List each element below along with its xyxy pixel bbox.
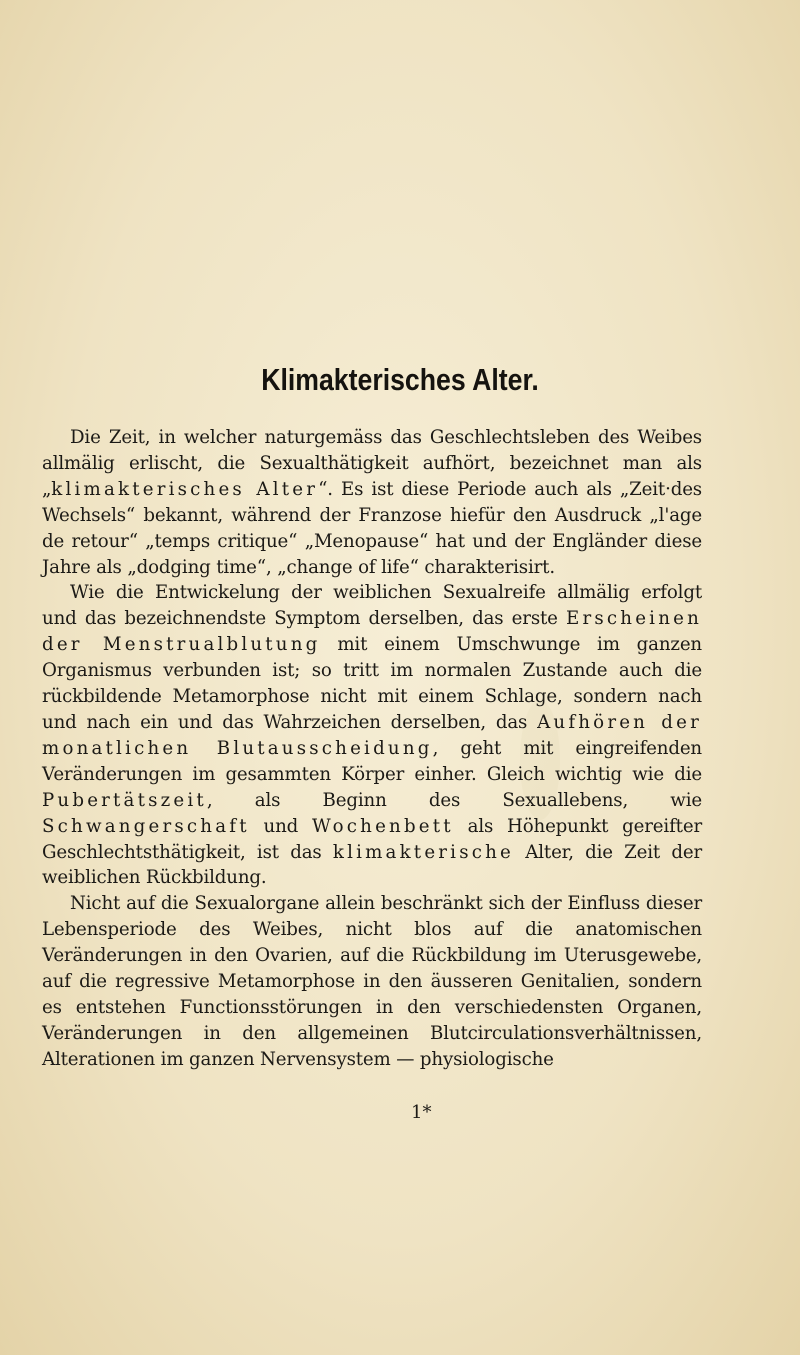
text-run: Alter, die Zeit der weiblichen Rückbildung. — [42, 841, 702, 889]
text-run: mit einem Umschwunge im ganzen Organismus verbunden ist; so tritt im normalen Zustande auch die rückbildende Metamorphose nicht mit einem Schlage, sondern nach und nach ein und das Wahrzeichen derselben, das — [42, 634, 702, 733]
chapter-title: Klimakterisches Alter. — [261, 362, 539, 397]
paragraph — [42, 580, 702, 891]
text-run: als Höhepunkt gereifter Geschlechtsthätigkeit, ist das — [42, 815, 702, 863]
emphasized-term: Erscheinen der Menstrualblutung — [42, 608, 702, 656]
text-run: Die Zeit, in welcher naturgemäss das Geschlechtsleben des Weibes allmälig erlischt, die Sexualthätigkeit aufhört, bezeichnet man als „ — [42, 427, 702, 500]
text-run: Wie die Entwickelung der weiblichen Sexualreife allmälig erfolgt und das bezeichnendste Symptom derselben, das erste — [42, 582, 702, 630]
emphasized-term: Pubertätszeit — [42, 789, 207, 811]
emphasized-term: Schwangerschaft — [42, 815, 250, 837]
text-run: , geht mit eingreifenden Veränderungen im gesammten Körper einher. Gleich wichtig wie die — [42, 737, 702, 785]
paragraph — [42, 425, 702, 580]
paragraph — [42, 891, 702, 1072]
emphasized-term: klimakterisches Alter — [51, 478, 319, 500]
body-text — [42, 425, 702, 1073]
text-run: Nicht auf die Sexualorgane allein beschränkt sich der Einfluss dieser Lebensperiode des Weibes, nicht blos auf die anatomischen Veränderungen in den Ovarien, auf die Rückbildung im Uterusgewebe, auf die regressive Metamorphose in den äusseren Genitalien, sondern es entstehen Functionsstörungen in den verschiedensten Organen, Veränderungen in den allgemeinen Blutcirculationsverhältnissen, Alterationen im ganzen Nervensystem — physiologische — [42, 893, 702, 1070]
text-run: , als Beginn des Sexuallebens, wie — [206, 789, 702, 811]
emphasized-term: Wochenbett — [311, 815, 454, 837]
emphasized-term: Aufhören der monatlichen Blutausscheidung — [42, 711, 702, 759]
text-run: “. Es ist diese Periode auch als „Zeit·des Wechsels“ bekannt, während der Franzose hiefür den Ausdruck „l'age de retour“ „temps critique“ „Menopause“ hat und der Engländer diese Jahre als „dodging time“, „change of life“ charakterisirt. — [42, 478, 702, 578]
text-run: und — [249, 815, 312, 837]
emphasized-term: klimakterische — [332, 841, 514, 863]
signature-mark: 1* — [411, 1102, 432, 1123]
